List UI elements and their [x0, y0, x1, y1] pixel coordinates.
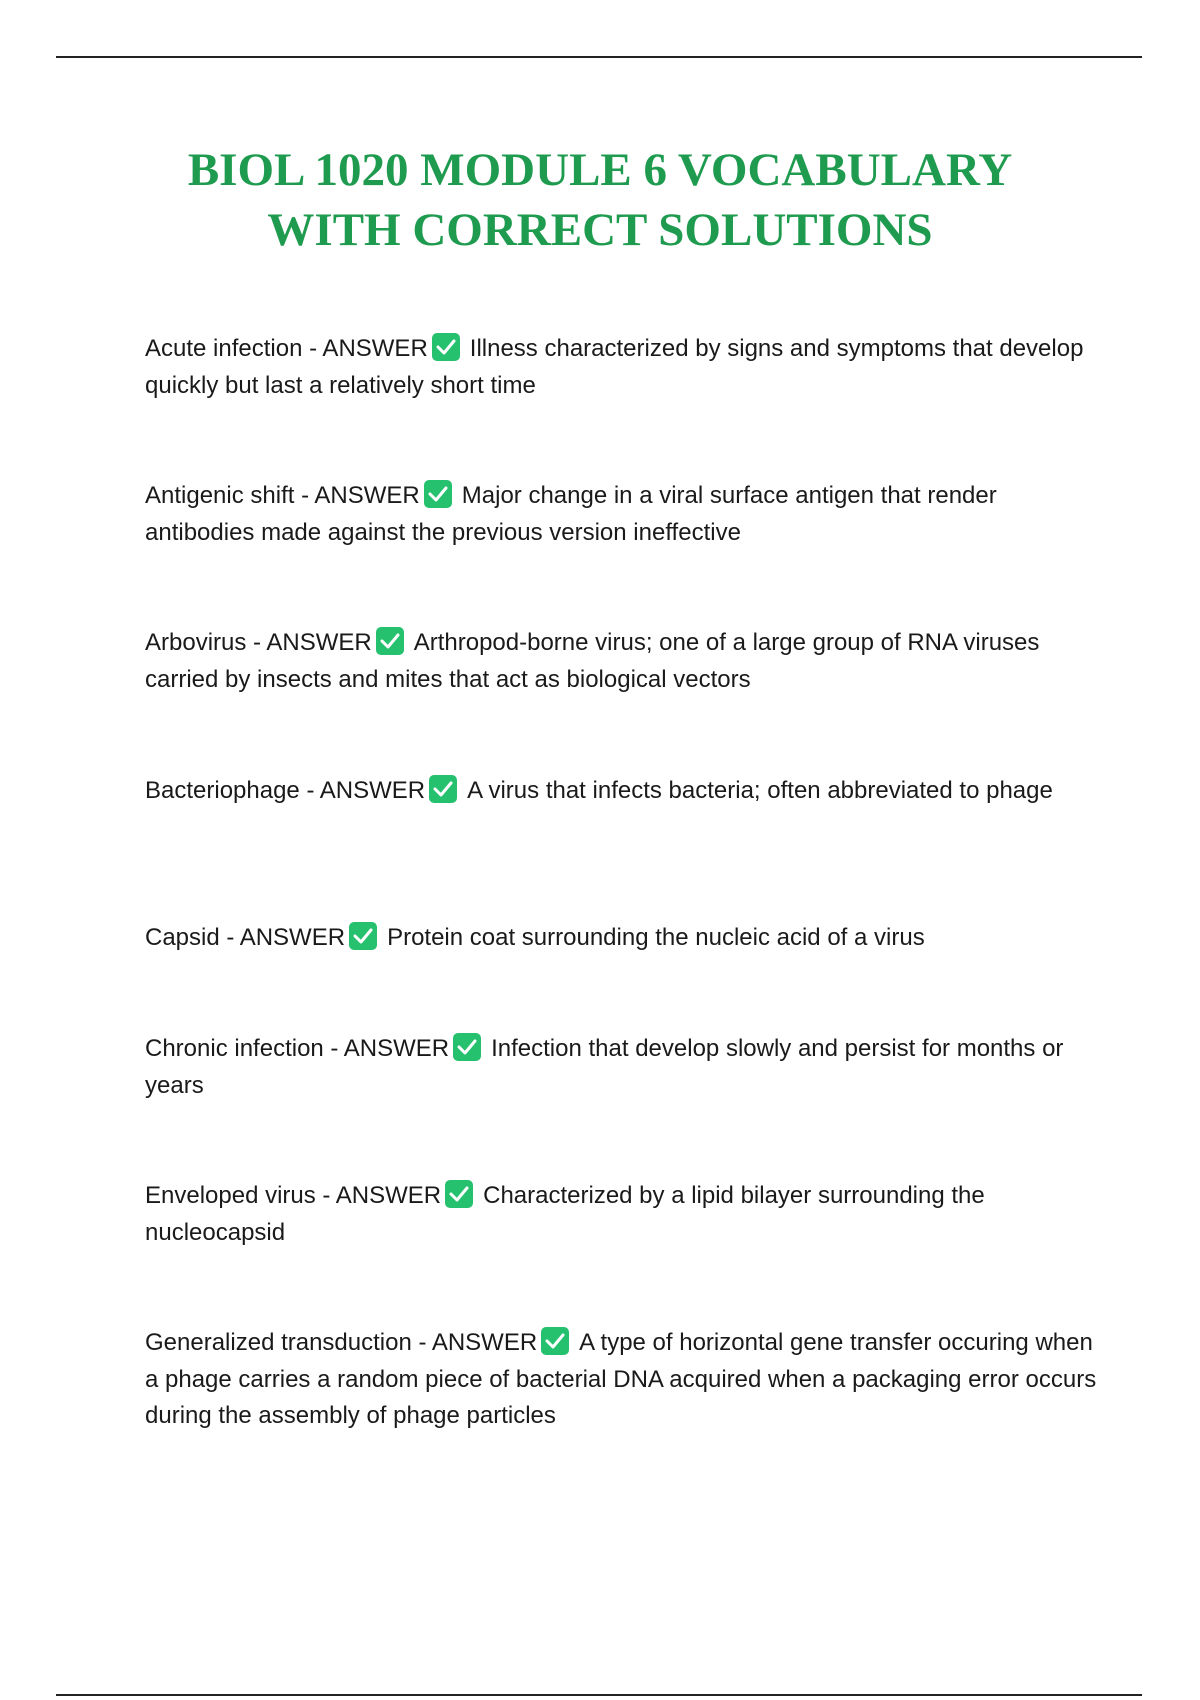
entry-term: Enveloped virus - ANSWER: [145, 1182, 442, 1209]
check-mark-icon: [432, 333, 460, 361]
entry-term: Chronic infection - ANSWER: [145, 1035, 450, 1062]
vocabulary-entry: [145, 1178, 1105, 1251]
entry-term: Generalized transduction - ANSWER: [145, 1329, 538, 1356]
entry-term: Acute infection - ANSWER: [145, 335, 428, 362]
bottom-rule: [56, 1694, 1142, 1696]
check-mark-icon: [445, 1180, 473, 1208]
vocabulary-entry: [145, 478, 1105, 551]
vocabulary-entry: [145, 331, 1105, 404]
check-mark-icon: [453, 1033, 481, 1061]
entry-definition: Arthropod-borne virus; one of a large group of RNA viruses carried by insects and mites that act as biological vectors: [145, 629, 1040, 693]
entry-term: Antigenic shift - ANSWER: [145, 482, 420, 509]
check-mark-icon: [349, 922, 377, 950]
entry-definition: Major change in a viral surface antigen that render antibodies made against the previous version ineffective: [145, 482, 997, 546]
entry-definition: Infection that develop slowly and persist for months or years: [145, 1035, 1064, 1099]
entry-definition: Illness characterized by signs and symptoms that develop quickly but last a relatively short time: [145, 335, 1084, 399]
entry-definition: Characterized by a lipid bilayer surrounding the nucleocapsid: [145, 1182, 985, 1246]
entry-definition: A type of horizontal gene transfer occuring when a phage carries a random piece of bacterial DNA acquired when a packaging error occurs during the assembly of phage particles: [145, 1329, 1097, 1429]
entry-term: Bacteriophage - ANSWER: [145, 777, 426, 804]
vocabulary-entry: [145, 773, 1105, 810]
check-mark-icon: [424, 480, 452, 508]
vocabulary-entry: [145, 920, 1105, 957]
vocabulary-entry: [145, 1031, 1105, 1104]
check-mark-icon: [541, 1327, 569, 1355]
check-mark-icon: [376, 627, 404, 655]
entry-term: Capsid - ANSWER: [145, 924, 346, 951]
top-rule: [56, 56, 1142, 58]
vocabulary-entry: [145, 625, 1105, 698]
entry-definition: A virus that infects bacteria; often abbreviated to phage: [467, 777, 1053, 804]
page-title: [0, 140, 1200, 260]
vocabulary-entry: [145, 1325, 1105, 1435]
check-mark-icon: [429, 775, 457, 803]
entry-term: Arbovirus - ANSWER: [145, 629, 372, 656]
title-line-2: WITH CORRECT SOLUTIONS: [267, 204, 933, 256]
entry-definition: Protein coat surrounding the nucleic acid of a virus: [387, 924, 925, 951]
title-line-1: BIOL 1020 MODULE 6 VOCABULARY: [187, 144, 1013, 196]
